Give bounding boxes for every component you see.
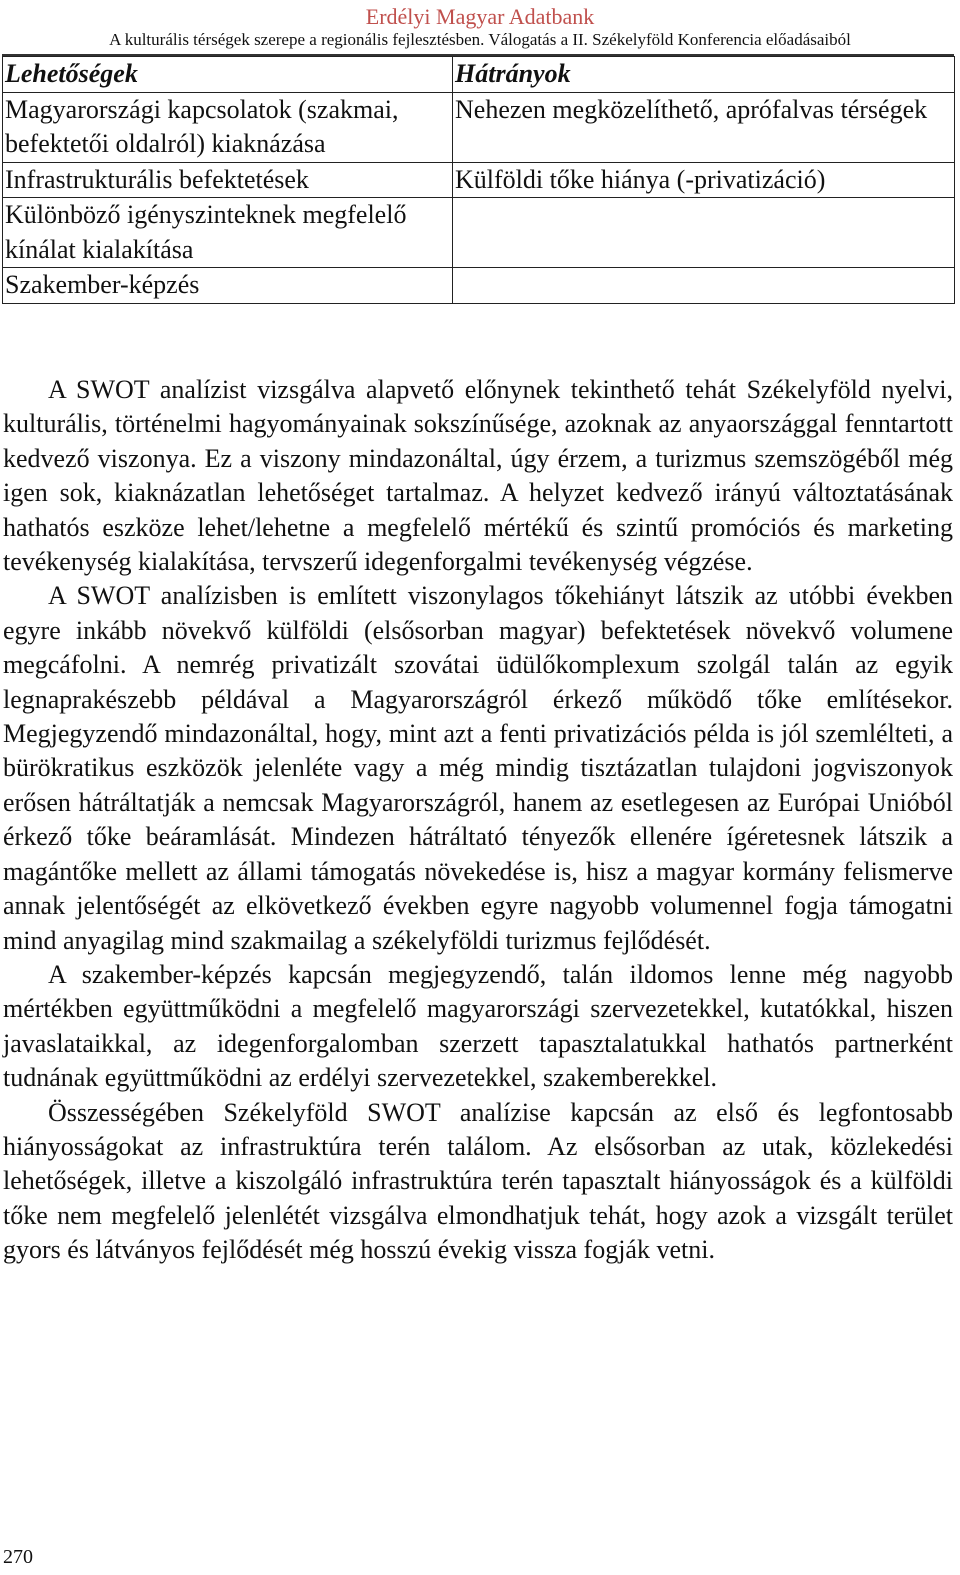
paragraph: Összességében Székelyföld SWOT analízise kapcsán az első és legfontosabb hiányosságokat az infrastruktúra terén találom. Az elsősorban az utak, közlekedési lehetőségek, illetve a kiszolgáló infrastruktúra terén tapasztalt hiányosságok és a külföldi tőke nem megfelelő jelenlétét vizsgálva elmondhatjuk tehát, hogy azok a vizsgált terület gyors és látványos fejlődését még hosszú évekig vissza fogják vetni. — [3, 1097, 953, 1265]
table-row — [3, 268, 955, 304]
swot-table — [2, 56, 955, 304]
table-row — [3, 198, 955, 268]
table-row — [3, 92, 955, 162]
table-cell: Infrastrukturális befektetések — [3, 162, 453, 198]
site-title[interactable]: Erdélyi Magyar Adatbank — [365, 4, 595, 29]
column-header-disadvantages: Hátrányok — [453, 57, 955, 93]
table-cell: Nehezen megközelíthető, aprófalvas térségek — [453, 92, 955, 162]
article-body — [3, 373, 953, 1268]
paragraph: A szakember-képzés kapcsán megjegyzendő, talán ildomos lenne még nagyobb mértékben együttműködni a megfelelő magyarországi szervezetekkel, kutatókkal, hiszen javaslataikkal, az idegenforgalomban szerzett tapasztalatukkal hathatós partnerként tudnának együttműködni az erdélyi szervezetekkel, szakemberekkel. — [3, 959, 953, 1093]
table-cell — [453, 268, 955, 304]
table-cell: Külföldi tőke hiánya (-privatizáció) — [453, 162, 955, 198]
page-header — [0, 4, 960, 50]
table-cell — [453, 198, 955, 268]
page-number: 270 — [3, 1546, 33, 1568]
publication-subtitle: A kulturális térségek szerepe a regionális fejlesztésben. Válogatás a II. Székelyföld Konferencia előadásaiból — [109, 30, 851, 49]
table-cell: Magyarországi kapcsolatok (szakmai, befektetői oldalról) kiaknázása — [3, 92, 453, 162]
paragraph: A SWOT analízisben is említett viszonylagos tőkehiányt látszik az utóbbi években egyre inkább növekvő külföldi (elsősorban magyar) befektetések növekvő volumene megcáfolni. A nemrég privatizált szovátai üdülőkomplexum szolgál talán az egyik legnaprakészebb példával a Magyarországról érkező működő tőke említésekor. Megjegyzendő mindazonáltal, hogy, mint azt a fenti privatizációs példa is jól szemlélteti, a bürökratikus eszközök jelenléte vagy a még mindig tisztázatlan tulajdoni jogviszonyok erősen hátráltatják a nemcsak Magyarországról, hanem az esetlegesen az Európai Unióból érkező tőke beáramlását. Mindezen hátráltató tényezők ellenére ígéretesnek látszik a magántőke mellett az állami támogatás növekedése is, hisz a magyar kormány felismerve annak jelentőségét az elkövetkező években egyre nagyobb volumennel fogja támogatni mind anyagilag mind szakmailag a székelyföldi turizmus fejlődését. — [3, 581, 953, 955]
column-header-opportunities: Lehetőségek — [3, 57, 453, 93]
paragraph: A SWOT analízist vizsgálva alapvető előnynek tekinthető tehát Székelyföld nyelvi, kulturális, történelmi hagyományainak sokszínűsége, azoknak az anyaországgal fenntartott kedvező viszonya. Ez a viszony mindazonáltal, úgy érzem, a turizmus szemszögéből még igen sok, kiaknázatlan lehetőséget tartalmaz. A helyzet kedvező irányú változtatásának hathatós eszköze lehet/lehetne a megfelelő mértékű és szintű promóciós és marketing tevékenység kialakítása, tervszerű idegenforgalmi tevékenység végzése. — [3, 375, 953, 577]
table-cell: Különböző igényszinteknek megfelelő kínálat kialakítása — [3, 198, 453, 268]
table-row — [3, 162, 955, 198]
table-cell: Szakember-képzés — [3, 268, 453, 304]
table-header-row — [3, 57, 955, 93]
